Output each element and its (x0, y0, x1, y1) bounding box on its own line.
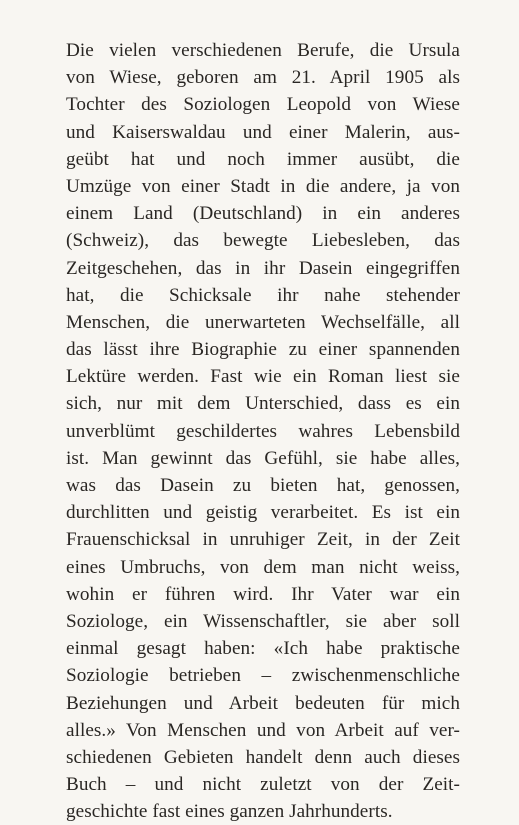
paragraph-line: von Wiese, geboren am 21. April 1905 als (66, 67, 460, 89)
paragraph-line: geschichte fast eines ganzen Jahrhunderts. (66, 801, 393, 823)
paragraph-line: Umzüge von einer Stadt in die andere, ja von (66, 175, 460, 197)
paragraph-line: Beziehungen und Arbeit bedeuten für mich (66, 692, 460, 714)
paragraph-line: wohin er führen wird. Ihr Vater war ein (66, 583, 460, 605)
paragraph-line: einmal gesagt haben: «Ich habe praktische (66, 638, 460, 660)
paragraph-line: schiedenen Gebieten handelt denn auch dieses (66, 746, 460, 768)
paragraph-line: durchlitten und geistig verarbeitet. Es ist ein (66, 502, 460, 524)
paragraph-line: Soziologe, ein Wissenschaftler, sie aber soll (66, 610, 460, 632)
paragraph-line: geübt hat und noch immer ausübt, die (66, 148, 460, 170)
body-paragraph (66, 37, 460, 825)
paragraph-line: Frauenschicksal in unruhiger Zeit, in der Zeit (66, 529, 460, 551)
paragraph-line: Menschen, die unerwarteten Wechselfälle, all (66, 311, 460, 333)
paragraph-line: was das Dasein zu bieten hat, genossen, (66, 475, 460, 496)
paragraph-line: Zeitgeschehen, das in ihr Dasein eingegriffen (66, 257, 460, 279)
paragraph-line: alles.» Von Menschen und von Arbeit auf ver- (66, 719, 460, 741)
paragraph-line: hat, die Schicksale ihr nahe stehender (66, 284, 460, 306)
paragraph-line: das lässt ihre Biographie zu einer spannenden (66, 339, 460, 361)
paragraph-line: sich, nur mit dem Unterschied, dass es ein (66, 393, 460, 415)
paragraph-line: Soziologie betrieben – zwischenmenschliche (66, 665, 460, 687)
paragraph-line: (Schweiz), das bewegte Liebesleben, das (66, 230, 460, 252)
paragraph-line: Lektüre werden. Fast wie ein Roman liest sie (66, 366, 460, 388)
paragraph-line: eines Umbruchs, von dem man nicht weiss, (66, 556, 460, 578)
paragraph-line: Die vielen verschiedenen Berufe, die Ursula (66, 40, 460, 61)
paragraph-line: ist. Man gewinnt das Gefühl, sie habe alles, (66, 447, 460, 469)
paragraph-line: Tochter des Soziologen Leopold von Wiese (66, 94, 460, 116)
paragraph-line: einem Land (Deutschland) in ein anderes (66, 203, 460, 225)
paragraph-line: unverblümt geschildertes wahres Lebensbild (66, 420, 460, 442)
paragraph-line: und Kaiserswaldau und einer Malerin, aus- (66, 121, 460, 143)
paragraph-line: Buch – und nicht zuletzt von der Zeit- (66, 774, 460, 796)
